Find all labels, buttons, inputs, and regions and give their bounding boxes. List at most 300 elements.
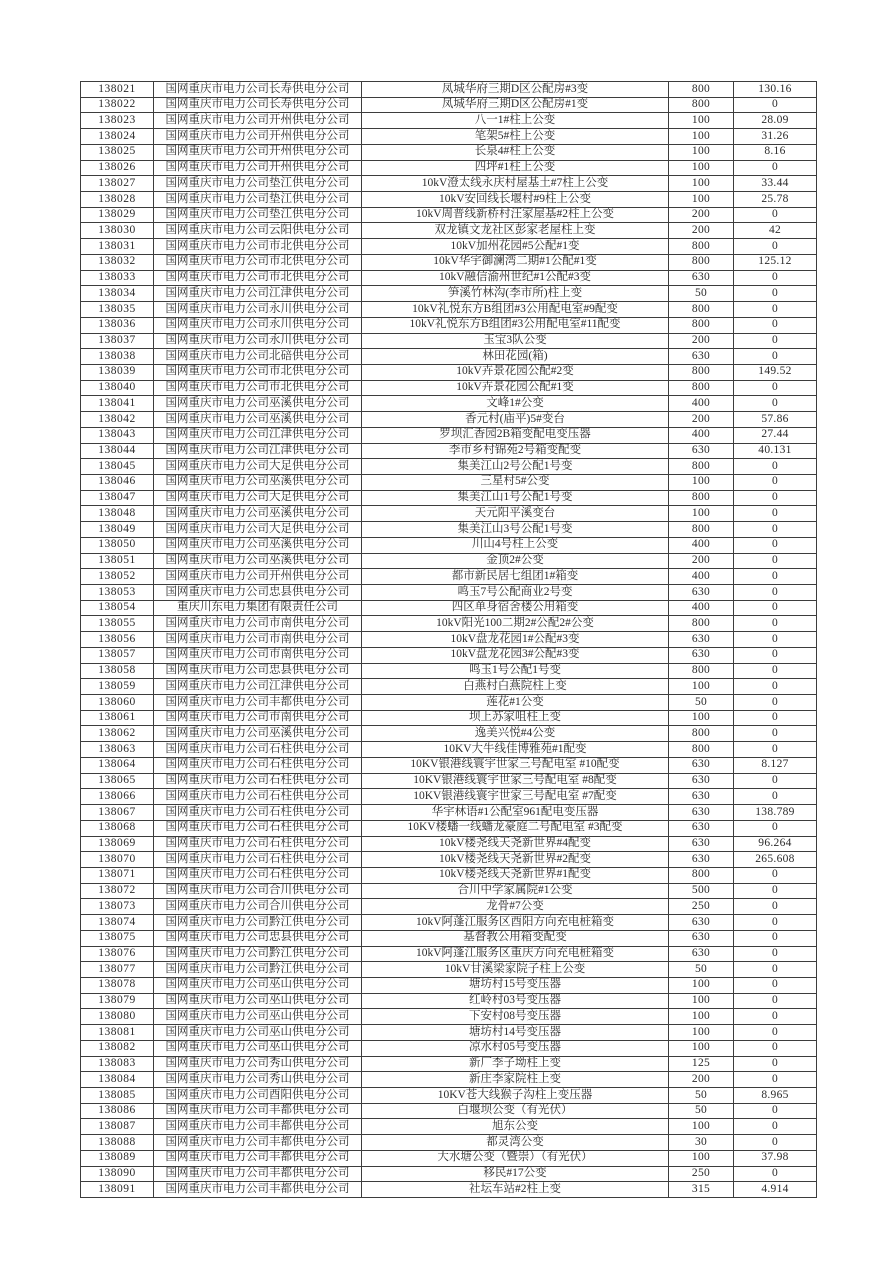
- cell-record-id: 138061: [81, 710, 154, 726]
- cell-record-id: 138055: [81, 616, 154, 632]
- table-row: [81, 852, 817, 868]
- cell-company: 国网重庆市电力公司云阳供电分公司: [154, 223, 362, 239]
- table-row: [81, 239, 817, 255]
- cell-value: 8.965: [734, 1088, 817, 1104]
- cell-capacity: 100: [669, 113, 734, 129]
- table-row: [81, 946, 817, 962]
- cell-company: 国网重庆市电力公司丰都供电分公司: [154, 1103, 362, 1119]
- cell-capacity: 30: [669, 1135, 734, 1151]
- cell-capacity: 630: [669, 820, 734, 836]
- cell-company: 国网重庆市电力公司市南供电分公司: [154, 616, 362, 632]
- cell-record-id: 138045: [81, 459, 154, 475]
- cell-company: 国网重庆市电力公司大足供电分公司: [154, 490, 362, 506]
- table-row: [81, 632, 817, 648]
- cell-record-id: 138073: [81, 899, 154, 915]
- table-row: [81, 915, 817, 931]
- cell-record-id: 138043: [81, 427, 154, 443]
- cell-capacity: 800: [669, 364, 734, 380]
- table-row: [81, 97, 817, 113]
- cell-value: 0: [734, 600, 817, 616]
- cell-device-name: 坝上苏家咀柱上变: [362, 710, 669, 726]
- cell-company: 国网重庆市电力公司巫溪供电分公司: [154, 506, 362, 522]
- cell-company: 国网重庆市电力公司石柱供电分公司: [154, 773, 362, 789]
- cell-device-name: 林田花园(箱): [362, 349, 669, 365]
- cell-value: 138.789: [734, 805, 817, 821]
- table-row: [81, 302, 817, 318]
- cell-record-id: 138021: [81, 82, 154, 98]
- table-row: [81, 663, 817, 679]
- cell-record-id: 138071: [81, 867, 154, 883]
- cell-record-id: 138042: [81, 412, 154, 428]
- cell-value: 0: [734, 1025, 817, 1041]
- cell-value: 0: [734, 553, 817, 569]
- table-row: [81, 113, 817, 129]
- cell-record-id: 138083: [81, 1056, 154, 1072]
- cell-value: 27.44: [734, 427, 817, 443]
- cell-record-id: 138023: [81, 113, 154, 129]
- cell-capacity: 800: [669, 663, 734, 679]
- cell-value: 0: [734, 679, 817, 695]
- cell-record-id: 138039: [81, 364, 154, 380]
- cell-value: 0: [734, 459, 817, 475]
- cell-value: 28.09: [734, 113, 817, 129]
- cell-capacity: 100: [669, 144, 734, 160]
- cell-value: 25.78: [734, 192, 817, 208]
- cell-record-id: 138025: [81, 144, 154, 160]
- cell-capacity: 630: [669, 915, 734, 931]
- cell-company: 国网重庆市电力公司巫山供电分公司: [154, 1025, 362, 1041]
- cell-device-name: 四坪#1柱上公变: [362, 160, 669, 176]
- cell-device-name: 10kV礼悦东方B组团#3公用配电室#11配变: [362, 317, 669, 333]
- table-row: [81, 1135, 817, 1151]
- cell-capacity: 200: [669, 207, 734, 223]
- cell-record-id: 138040: [81, 380, 154, 396]
- cell-record-id: 138086: [81, 1103, 154, 1119]
- cell-device-name: 白燕村白燕院柱上变: [362, 679, 669, 695]
- cell-company: 国网重庆市电力公司丰都供电分公司: [154, 1182, 362, 1198]
- cell-device-name: 10kV澄太线永庆村屋基土#7柱上公变: [362, 176, 669, 192]
- cell-record-id: 138065: [81, 773, 154, 789]
- cell-company: 国网重庆市电力公司垫江供电分公司: [154, 176, 362, 192]
- cell-device-name: 华宇林语#1公配室961配电变压器: [362, 805, 669, 821]
- cell-device-name: 旭东公变: [362, 1119, 669, 1135]
- cell-value: 0: [734, 506, 817, 522]
- cell-value: 0: [734, 522, 817, 538]
- cell-device-name: 都灵湾公变: [362, 1135, 669, 1151]
- cell-company: 国网重庆市电力公司开州供电分公司: [154, 113, 362, 129]
- cell-device-name: 大水塘公变（暨崇）（有光伏）: [362, 1150, 669, 1166]
- table-row: [81, 380, 817, 396]
- cell-company: 国网重庆市电力公司巫溪供电分公司: [154, 553, 362, 569]
- cell-value: 0: [734, 1119, 817, 1135]
- cell-value: 0: [734, 616, 817, 632]
- cell-value: 0: [734, 647, 817, 663]
- cell-value: 125.12: [734, 254, 817, 270]
- cell-capacity: 630: [669, 930, 734, 946]
- cell-device-name: 李市乡村锦苑2号箱变配变: [362, 443, 669, 459]
- cell-value: 0: [734, 585, 817, 601]
- cell-value: 0: [734, 569, 817, 585]
- cell-capacity: 630: [669, 349, 734, 365]
- cell-value: 57.86: [734, 412, 817, 428]
- table-row: [81, 160, 817, 176]
- table-row: [81, 192, 817, 208]
- cell-capacity: 800: [669, 317, 734, 333]
- cell-capacity: 630: [669, 852, 734, 868]
- cell-capacity: 315: [669, 1182, 734, 1198]
- cell-device-name: 鸣玉1号公配1号变: [362, 663, 669, 679]
- cell-record-id: 138027: [81, 176, 154, 192]
- cell-record-id: 138034: [81, 286, 154, 302]
- cell-capacity: 50: [669, 962, 734, 978]
- cell-value: 0: [734, 726, 817, 742]
- cell-capacity: 100: [669, 710, 734, 726]
- cell-company: 国网重庆市电力公司巫溪供电分公司: [154, 537, 362, 553]
- table-row: [81, 1166, 817, 1182]
- cell-record-id: 138064: [81, 757, 154, 773]
- table-row: [81, 427, 817, 443]
- cell-value: 0: [734, 490, 817, 506]
- cell-value: 4.914: [734, 1182, 817, 1198]
- cell-record-id: 138053: [81, 585, 154, 601]
- cell-device-name: 天元阳平溪变台: [362, 506, 669, 522]
- table-row: [81, 129, 817, 145]
- cell-record-id: 138087: [81, 1119, 154, 1135]
- cell-capacity: 100: [669, 1119, 734, 1135]
- cell-capacity: 200: [669, 412, 734, 428]
- cell-device-name: 长泉4#柱上公变: [362, 144, 669, 160]
- records-table-body: [81, 82, 817, 1198]
- cell-value: 0: [734, 160, 817, 176]
- table-row: [81, 349, 817, 365]
- table-row: [81, 757, 817, 773]
- cell-record-id: 138081: [81, 1025, 154, 1041]
- cell-record-id: 138074: [81, 915, 154, 931]
- cell-company: 国网重庆市电力公司巫山供电分公司: [154, 1009, 362, 1025]
- cell-capacity: 400: [669, 537, 734, 553]
- cell-device-name: 凤城华府三期D区公配房#3变: [362, 82, 669, 98]
- cell-device-name: 10kV楼尧线天尧新世界#4配变: [362, 836, 669, 852]
- cell-company: 国网重庆市电力公司永川供电分公司: [154, 333, 362, 349]
- cell-company: 国网重庆市电力公司巫溪供电分公司: [154, 474, 362, 490]
- table-row: [81, 1182, 817, 1198]
- table-row: [81, 286, 817, 302]
- table-row: [81, 490, 817, 506]
- cell-company: 国网重庆市电力公司秀山供电分公司: [154, 1056, 362, 1072]
- cell-company: 国网重庆市电力公司江津供电分公司: [154, 443, 362, 459]
- cell-value: 0: [734, 930, 817, 946]
- cell-device-name: 集美江山3号公配1号变: [362, 522, 669, 538]
- cell-record-id: 138066: [81, 789, 154, 805]
- cell-record-id: 138075: [81, 930, 154, 946]
- cell-device-name: 10kV加州花园#5公配#1变: [362, 239, 669, 255]
- cell-company: 国网重庆市电力公司忠县供电分公司: [154, 585, 362, 601]
- cell-capacity: 50: [669, 286, 734, 302]
- cell-company: 国网重庆市电力公司石柱供电分公司: [154, 757, 362, 773]
- cell-device-name: 三星村5#公变: [362, 474, 669, 490]
- cell-company: 国网重庆市电力公司石柱供电分公司: [154, 742, 362, 758]
- cell-capacity: 630: [669, 757, 734, 773]
- cell-device-name: 10kV阳光100二期2#公配2#公变: [362, 616, 669, 632]
- cell-company: 国网重庆市电力公司石柱供电分公司: [154, 867, 362, 883]
- cell-value: 0: [734, 1009, 817, 1025]
- cell-record-id: 138079: [81, 993, 154, 1009]
- table-row: [81, 867, 817, 883]
- cell-device-name: 10KV银港线寰宇世家三号配电室 #10配变: [362, 757, 669, 773]
- cell-company: 国网重庆市电力公司永川供电分公司: [154, 317, 362, 333]
- cell-capacity: 800: [669, 726, 734, 742]
- cell-company: 国网重庆市电力公司秀山供电分公司: [154, 1072, 362, 1088]
- cell-value: 37.98: [734, 1150, 817, 1166]
- cell-capacity: 125: [669, 1056, 734, 1072]
- cell-capacity: 100: [669, 506, 734, 522]
- cell-device-name: 莲花#1公变: [362, 695, 669, 711]
- cell-device-name: 10kV盘龙花园3#公配#3变: [362, 647, 669, 663]
- cell-record-id: 138038: [81, 349, 154, 365]
- cell-company: 国网重庆市电力公司石柱供电分公司: [154, 789, 362, 805]
- cell-capacity: 100: [669, 176, 734, 192]
- table-row: [81, 616, 817, 632]
- cell-record-id: 138022: [81, 97, 154, 113]
- cell-capacity: 800: [669, 302, 734, 318]
- cell-device-name: 10kV融信渝州世纪#1公配#3变: [362, 270, 669, 286]
- table-row: [81, 600, 817, 616]
- cell-record-id: 138059: [81, 679, 154, 695]
- cell-capacity: 100: [669, 1040, 734, 1056]
- cell-company: 国网重庆市电力公司石柱供电分公司: [154, 852, 362, 868]
- cell-record-id: 138091: [81, 1182, 154, 1198]
- cell-company: 国网重庆市电力公司巫溪供电分公司: [154, 396, 362, 412]
- cell-company: 国网重庆市电力公司市南供电分公司: [154, 710, 362, 726]
- table-row: [81, 710, 817, 726]
- cell-device-name: 新厂李子坳柱上变: [362, 1056, 669, 1072]
- cell-record-id: 138033: [81, 270, 154, 286]
- cell-company: 国网重庆市电力公司大足供电分公司: [154, 522, 362, 538]
- cell-value: 40.131: [734, 443, 817, 459]
- cell-capacity: 100: [669, 977, 734, 993]
- cell-company: 国网重庆市电力公司市北供电分公司: [154, 364, 362, 380]
- cell-company: 国网重庆市电力公司巫溪供电分公司: [154, 412, 362, 428]
- cell-value: 0: [734, 789, 817, 805]
- cell-device-name: 双龙镇文龙社区彭家老屋柱上变: [362, 223, 669, 239]
- table-row: [81, 223, 817, 239]
- cell-record-id: 138044: [81, 443, 154, 459]
- cell-capacity: 630: [669, 585, 734, 601]
- cell-company: 国网重庆市电力公司北碚供电分公司: [154, 349, 362, 365]
- cell-capacity: 50: [669, 1088, 734, 1104]
- cell-capacity: 250: [669, 1166, 734, 1182]
- cell-company: 国网重庆市电力公司垫江供电分公司: [154, 207, 362, 223]
- table-row: [81, 254, 817, 270]
- cell-record-id: 138031: [81, 239, 154, 255]
- cell-device-name: 凉水村05号变压器: [362, 1040, 669, 1056]
- cell-value: 96.264: [734, 836, 817, 852]
- cell-value: 0: [734, 977, 817, 993]
- cell-company: 国网重庆市电力公司江津供电分公司: [154, 679, 362, 695]
- cell-value: 0: [734, 962, 817, 978]
- table-row: [81, 176, 817, 192]
- cell-device-name: 10KV大牛线佳博雅苑#1配变: [362, 742, 669, 758]
- table-row: [81, 317, 817, 333]
- cell-company: 国网重庆市电力公司丰都供电分公司: [154, 1135, 362, 1151]
- cell-record-id: 138041: [81, 396, 154, 412]
- cell-record-id: 138067: [81, 805, 154, 821]
- cell-record-id: 138032: [81, 254, 154, 270]
- cell-company: 国网重庆市电力公司忠县供电分公司: [154, 663, 362, 679]
- cell-capacity: 630: [669, 773, 734, 789]
- table-row: [81, 506, 817, 522]
- table-row: [81, 836, 817, 852]
- cell-device-name: 10kV安回线长堰村#9柱上公变: [362, 192, 669, 208]
- table-row: [81, 412, 817, 428]
- cell-record-id: 138028: [81, 192, 154, 208]
- cell-value: 0: [734, 474, 817, 490]
- table-row: [81, 1025, 817, 1041]
- cell-company: 国网重庆市电力公司市北供电分公司: [154, 270, 362, 286]
- cell-company: 重庆川东电力集团有限责任公司: [154, 600, 362, 616]
- cell-value: 0: [734, 946, 817, 962]
- cell-company: 国网重庆市电力公司黔江供电分公司: [154, 962, 362, 978]
- cell-device-name: 10KV银港线寰宇世家三号配电室 #7配变: [362, 789, 669, 805]
- cell-record-id: 138069: [81, 836, 154, 852]
- cell-device-name: 10kV华宇御澜湾二期#1公配#1变: [362, 254, 669, 270]
- cell-value: 0: [734, 396, 817, 412]
- cell-value: 8.127: [734, 757, 817, 773]
- cell-value: 0: [734, 270, 817, 286]
- cell-capacity: 100: [669, 1025, 734, 1041]
- cell-record-id: 138047: [81, 490, 154, 506]
- cell-company: 国网重庆市电力公司丰都供电分公司: [154, 1166, 362, 1182]
- cell-capacity: 630: [669, 270, 734, 286]
- table-row: [81, 1056, 817, 1072]
- cell-company: 国网重庆市电力公司巫溪供电分公司: [154, 726, 362, 742]
- cell-value: 0: [734, 867, 817, 883]
- cell-value: 0: [734, 380, 817, 396]
- table-row: [81, 270, 817, 286]
- table-row: [81, 993, 817, 1009]
- cell-company: 国网重庆市电力公司市南供电分公司: [154, 647, 362, 663]
- cell-company: 国网重庆市电力公司垫江供电分公司: [154, 192, 362, 208]
- cell-company: 国网重庆市电力公司长寿供电分公司: [154, 82, 362, 98]
- cell-company: 国网重庆市电力公司巫山供电分公司: [154, 1040, 362, 1056]
- cell-record-id: 138048: [81, 506, 154, 522]
- cell-capacity: 100: [669, 129, 734, 145]
- cell-device-name: 都市新民居七组团1#箱变: [362, 569, 669, 585]
- table-row: [81, 726, 817, 742]
- cell-device-name: 10kV阿蓬江服务区重庆方向充电桩箱变: [362, 946, 669, 962]
- table-row: [81, 364, 817, 380]
- cell-value: 0: [734, 899, 817, 915]
- table-row: [81, 522, 817, 538]
- table-row: [81, 537, 817, 553]
- cell-device-name: 合川中学家属院#1公变: [362, 883, 669, 899]
- cell-company: 国网重庆市电力公司合川供电分公司: [154, 899, 362, 915]
- cell-company: 国网重庆市电力公司江津供电分公司: [154, 427, 362, 443]
- cell-value: 0: [734, 1040, 817, 1056]
- cell-capacity: 630: [669, 805, 734, 821]
- cell-device-name: 10kV楼尧线天尧新世界#1配变: [362, 867, 669, 883]
- cell-value: 0: [734, 537, 817, 553]
- table-row: [81, 207, 817, 223]
- cell-company: 国网重庆市电力公司丰都供电分公司: [154, 1150, 362, 1166]
- cell-record-id: 138076: [81, 946, 154, 962]
- table-row: [81, 333, 817, 349]
- cell-device-name: 凤城华府三期D区公配房#1变: [362, 97, 669, 113]
- cell-capacity: 100: [669, 160, 734, 176]
- cell-device-name: 10kV卉景花园公配#2变: [362, 364, 669, 380]
- cell-device-name: 集美江山1号公配1号变: [362, 490, 669, 506]
- cell-capacity: 100: [669, 474, 734, 490]
- cell-record-id: 138077: [81, 962, 154, 978]
- cell-value: 31.26: [734, 129, 817, 145]
- cell-device-name: 四区单身宿舍楼公用箱变: [362, 600, 669, 616]
- cell-record-id: 138063: [81, 742, 154, 758]
- cell-record-id: 138060: [81, 695, 154, 711]
- cell-company: 国网重庆市电力公司黔江供电分公司: [154, 915, 362, 931]
- table-row: [81, 647, 817, 663]
- cell-capacity: 800: [669, 867, 734, 883]
- table-row: [81, 144, 817, 160]
- cell-capacity: 630: [669, 647, 734, 663]
- cell-company: 国网重庆市电力公司开州供电分公司: [154, 160, 362, 176]
- cell-company: 国网重庆市电力公司酉阳供电分公司: [154, 1088, 362, 1104]
- cell-record-id: 138024: [81, 129, 154, 145]
- cell-value: 0: [734, 710, 817, 726]
- table-row: [81, 569, 817, 585]
- table-row: [81, 553, 817, 569]
- cell-device-name: 10kV阿蓬江服务区酉阳方向充电桩箱变: [362, 915, 669, 931]
- cell-capacity: 630: [669, 789, 734, 805]
- table-sheet: [80, 81, 817, 1198]
- cell-record-id: 138036: [81, 317, 154, 333]
- cell-record-id: 138054: [81, 600, 154, 616]
- cell-capacity: 200: [669, 553, 734, 569]
- cell-capacity: 100: [669, 192, 734, 208]
- cell-device-name: 10kV礼悦东方B组团#3公用配电室#9配变: [362, 302, 669, 318]
- cell-device-name: 10KV楼蟠一线蟠龙豪庭二号配电室 #3配变: [362, 820, 669, 836]
- cell-record-id: 138029: [81, 207, 154, 223]
- table-row: [81, 679, 817, 695]
- cell-value: 42: [734, 223, 817, 239]
- cell-record-id: 138056: [81, 632, 154, 648]
- cell-capacity: 250: [669, 899, 734, 915]
- cell-capacity: 630: [669, 632, 734, 648]
- cell-company: 国网重庆市电力公司江津供电分公司: [154, 286, 362, 302]
- cell-record-id: 138037: [81, 333, 154, 349]
- cell-device-name: 移民#17公变: [362, 1166, 669, 1182]
- table-row: [81, 962, 817, 978]
- cell-device-name: 玉宝3队公变: [362, 333, 669, 349]
- table-row: [81, 899, 817, 915]
- cell-capacity: 500: [669, 883, 734, 899]
- cell-record-id: 138090: [81, 1166, 154, 1182]
- cell-device-name: 10kV周普线新桥村汪家屋基#2柱上公变: [362, 207, 669, 223]
- cell-device-name: 10kV甘溪梁家院子柱上公变: [362, 962, 669, 978]
- cell-capacity: 800: [669, 616, 734, 632]
- table-row: [81, 474, 817, 490]
- table-row: [81, 883, 817, 899]
- cell-company: 国网重庆市电力公司黔江供电分公司: [154, 946, 362, 962]
- cell-device-name: 八一1#柱上公变: [362, 113, 669, 129]
- table-row: [81, 396, 817, 412]
- cell-company: 国网重庆市电力公司市南供电分公司: [154, 632, 362, 648]
- cell-device-name: 文峰1#公变: [362, 396, 669, 412]
- cell-capacity: 630: [669, 836, 734, 852]
- cell-record-id: 138080: [81, 1009, 154, 1025]
- table-row: [81, 742, 817, 758]
- cell-company: 国网重庆市电力公司大足供电分公司: [154, 459, 362, 475]
- cell-company: 国网重庆市电力公司市北供电分公司: [154, 254, 362, 270]
